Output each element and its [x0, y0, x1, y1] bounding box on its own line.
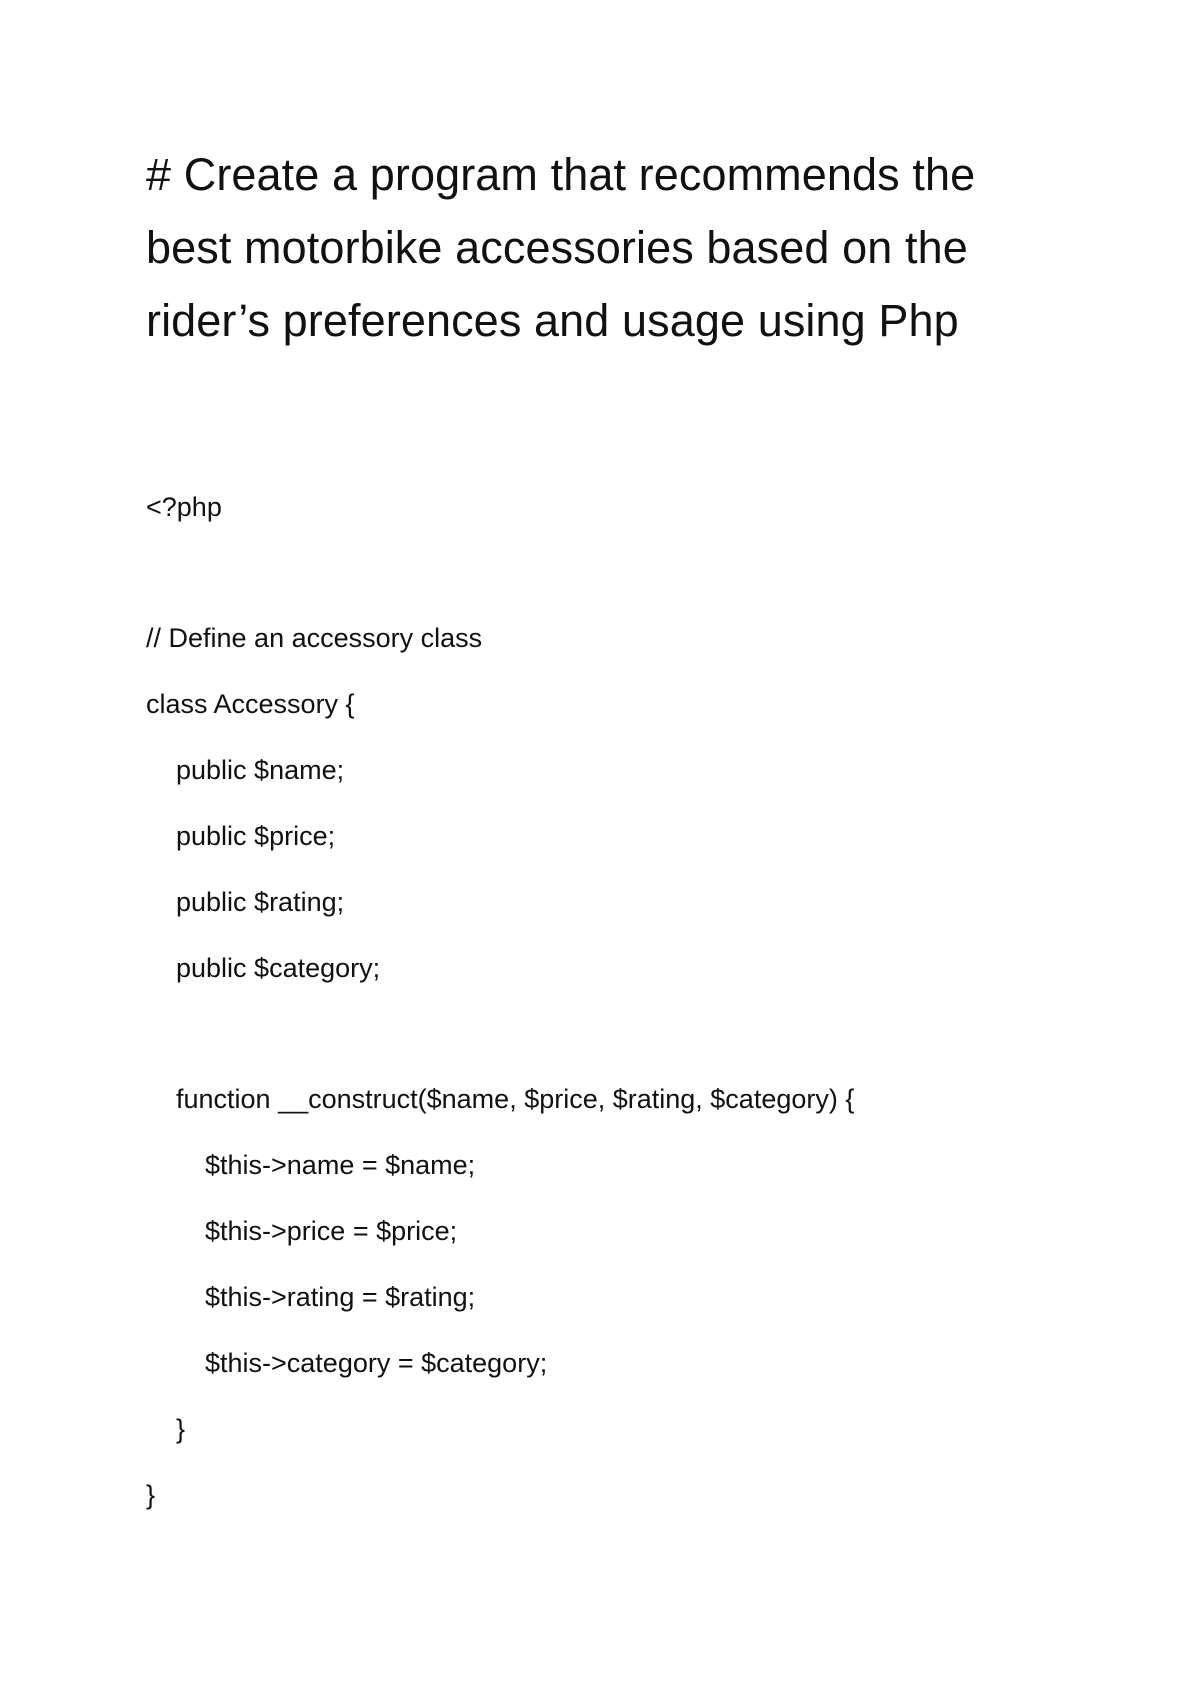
code-line-class-declaration: class Accessory {	[146, 689, 355, 719]
code-line-comment: // Define an accessory class	[146, 623, 483, 653]
code-line-property-category: public $category;	[176, 953, 381, 983]
heading-line-2: best motorbike accessories based on the	[146, 222, 968, 273]
heading-line-3: rider’s preferences and usage using Php	[146, 295, 959, 346]
code-line-constructor-close: }	[176, 1414, 186, 1444]
code-line-property-price: public $price;	[176, 821, 336, 851]
heading-line-1: # Create a program that recommends the	[146, 149, 976, 200]
code-line-php-open-tag: <?php	[146, 492, 222, 522]
code-line-constructor: function __construct($name, $price, $rating, $category) {	[176, 1084, 855, 1114]
code-line-assign-name: $this->name = $name;	[205, 1150, 476, 1180]
code-line-assign-category: $this->category = $category;	[205, 1348, 548, 1378]
php-code-block	[146, 0, 1146, 1698]
code-line-assign-price: $this->price = $price;	[205, 1216, 458, 1246]
code-line-assign-rating: $this->rating = $rating;	[205, 1282, 476, 1312]
code-line-class-close: }	[146, 1480, 156, 1510]
code-line-property-name: public $name;	[176, 755, 345, 785]
code-line-property-rating: public $rating;	[176, 887, 345, 917]
